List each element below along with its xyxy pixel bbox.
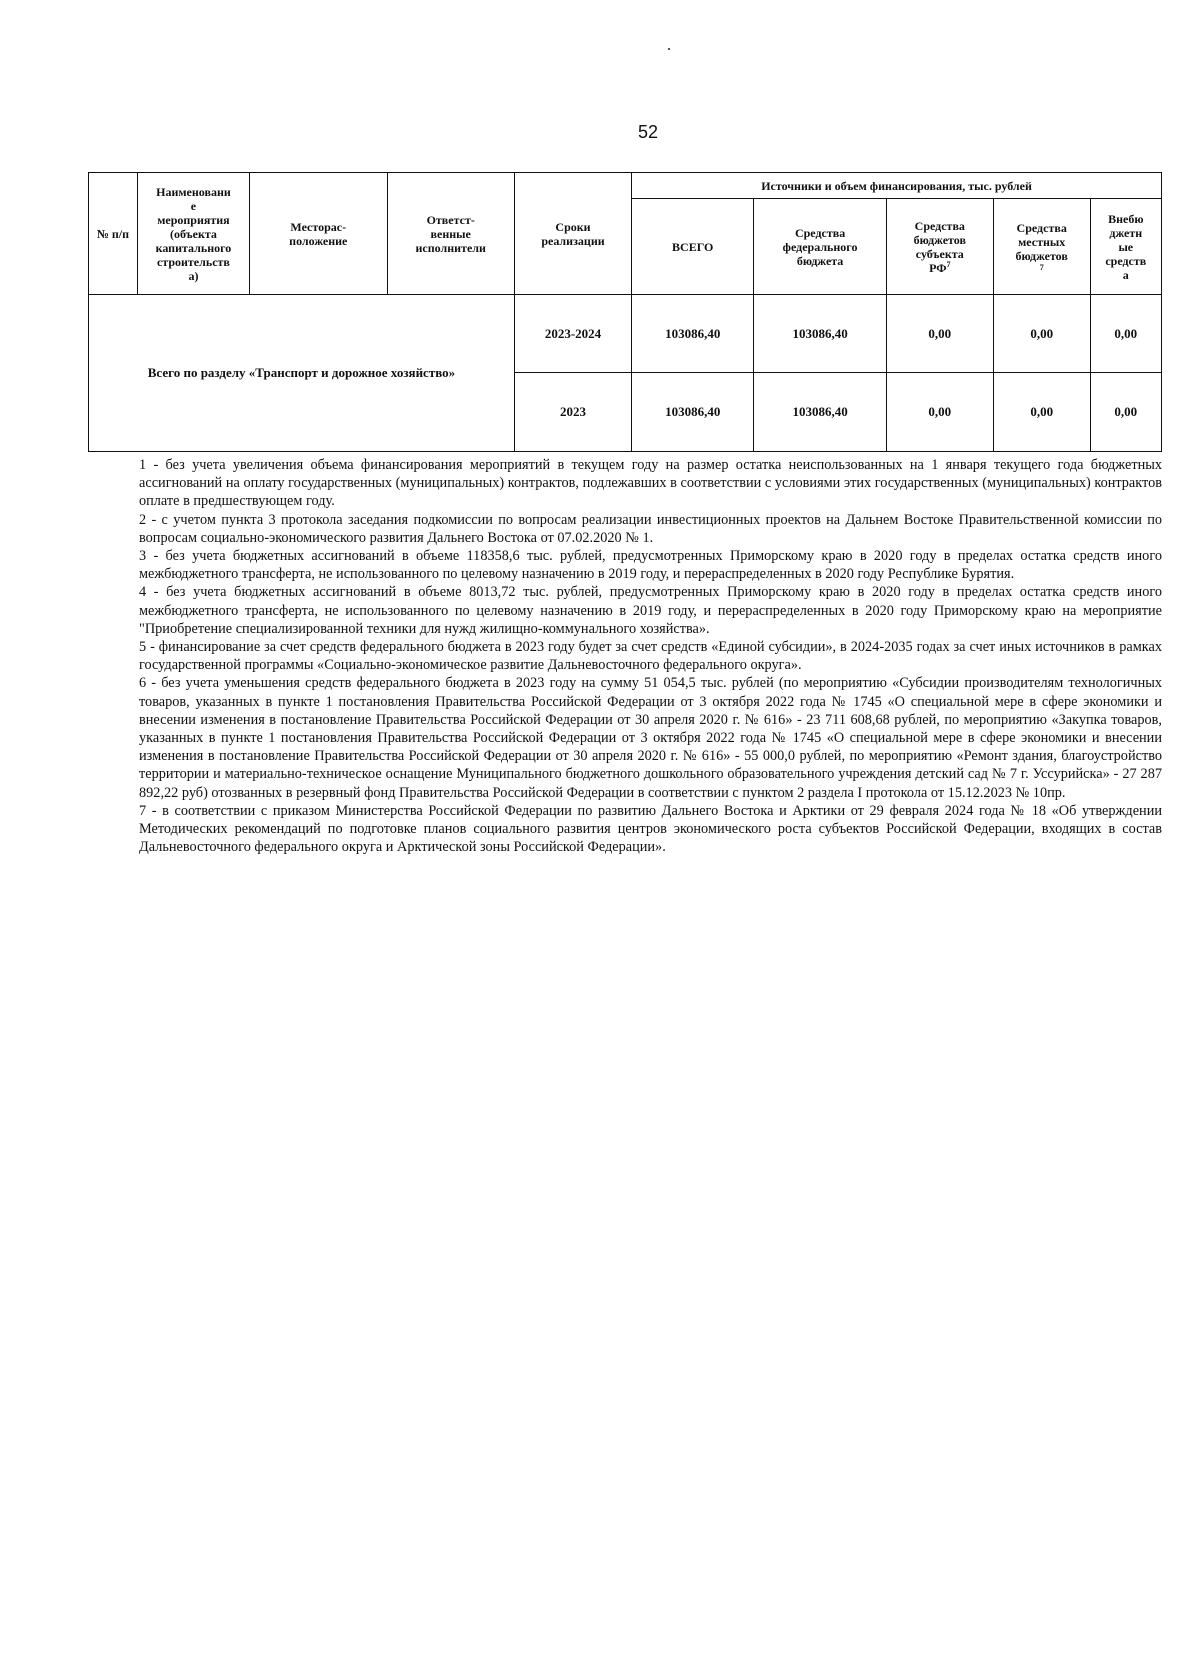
cell-federal: 103086,40	[754, 295, 886, 373]
scan-dot	[668, 48, 670, 50]
cell-period: 2023	[514, 373, 631, 452]
cell-subject: 0,00	[886, 295, 993, 373]
header-name: Наименовани е мероприятия (объекта капитального строительств а)	[137, 173, 249, 295]
cell-extra: 0,00	[1090, 373, 1161, 452]
page-number: 52	[637, 122, 659, 142]
footnote-1: 1 - без учета увеличения объема финансирования мероприятий в текущем году на размер остатка неиспользованных на 1 января текущего года бюджетных ассигнований на оплату государственных (муниципальных) контрактов, подлежавших в соответствии с условиями этих государственных (муниципальных) контрактов оплате в предшествующем году.	[139, 457, 1162, 510]
cell-local: 0,00	[993, 295, 1090, 373]
footnote-3: 3 - без учета бюджетных ассигнований в объеме 118358,6 тыс. рублей, предусмотренных Приморскому краю в 2020 году в пределах остатка средств иного межбюджетного трансферта, не использованного по целевому назначению в 2019 году, и перераспределенных в 2020 году Республике Бурятия.	[139, 548, 1162, 583]
cell-federal: 103086,40	[754, 373, 886, 452]
header-subject: Средства бюджетов субъекта $РФ^7$	[886, 199, 993, 295]
cell-total: 103086,40	[632, 295, 754, 373]
section-total-label: Всего по разделу «Транспорт и дорожное хозяйство»	[89, 295, 515, 452]
footnote-4: 4 - без учета бюджетных ассигнований в объеме 8013,72 тыс. рублей, предусмотренных Приморскому краю в 2020 году в пределах остатка средств иного межбюджетного трансферта, не использованного по целевому назначению в 2019 году, и перераспределенных в 2020 году Приморскому краю на мероприятие "Приобретение специализированной техники для нужд жилищно-коммунального хозяйства».	[139, 584, 1162, 637]
header-location: Месторас- положение	[249, 173, 387, 295]
cell-period: 2023-2024	[514, 295, 631, 373]
header-total: ВСЕГО	[632, 199, 754, 295]
footnote-2: 2 - с учетом пункта 3 протокола заседания подкомиссии по вопросам реализации инвестиционных проектов на Дальнем Востоке Правительственной комиссии по вопросам социально-экономического развития Дальнего Востока от 07.02.2020 № 1.	[139, 511, 1162, 546]
footnote-ref: 7	[1039, 262, 1044, 272]
footnote-5: 5 - финансирование за счет средств федерального бюджета в 2023 году будет за счет средств «Единой субсидии», в 2024-2035 годах за счет иных источников в рамках государственной программы «Социально-экономическое развитие Дальневосточного федерального округа».	[139, 639, 1162, 674]
footnote-ref: 7	[946, 259, 951, 269]
header-sources-group: Источники и объем финансирования, тыс. рублей	[632, 173, 1162, 199]
footnote-6: 6 - без учета уменьшения средств федерального бюджета в 2023 году на сумму 51 054,5 тыс. рублей (по мероприятию «Субсидии производителям технологичных товаров, указанных в пункте 1 постановления Правительства Российской Федерации от 3 октября 2022 года № 1745 «О специальной мере в сфере экономики и внесении изменения в постановление Правительства Российской Федерации от 30 апреля 2020 г. № 616» - 23 711 608,68 рублей, по мероприятию «Закупка товаров, указанных в пункте 1 постановления Правительства Российской Федерации от 3 октября 2022 года № 1745 «О специальной мере в сфере экономики и внесении изменения в постановление Правительства Российской Федерации от 30 апреля 2020 г. № 616» - 55 000,0 рублей, по мероприятию «Ремонт здания, благоустройство территории и материально-техническое оснащение Муниципального бюджетного дошкольного образовательного учреждения детский сад № 7 г. Уссурийска» - 27 287 892,22 руб) отозванных в резервный фонд Правительства Российской Федерации в соответствии с пунктом 2 раздела I протокола от 15.12.2023 № 10пр.	[139, 675, 1162, 801]
cell-subject: 0,00	[886, 373, 993, 452]
header-local: Средства местных бюджетов 7	[993, 199, 1090, 295]
table-row	[89, 295, 1162, 373]
footnote-7: 7 - в соответствии с приказом Министерства Российской Федерации по развитию Дальнего Востока и Арктики от 29 февраля 2024 года № 18 «Об утверждении Методических рекомендаций по подготовке планов социального развития центров экономического роста субъектов Российской Федерации, входящих в состав Дальневосточного федерального округа и Арктической зоны Российской Федерации».	[139, 802, 1162, 856]
cell-total: 103086,40	[632, 373, 754, 452]
cell-extra: 0,00	[1090, 295, 1161, 373]
header-extra: Внебю джетн ые средств а	[1090, 199, 1161, 295]
header-executors: Ответст- венные исполнители	[387, 173, 514, 295]
header-period: Сроки реализации	[514, 173, 631, 295]
footnotes	[139, 456, 1162, 856]
header-num: № п/п	[89, 173, 138, 295]
financing-table	[88, 172, 1162, 452]
cell-local: 0,00	[993, 373, 1090, 452]
header-federal: Средства федерального бюджета	[754, 199, 886, 295]
